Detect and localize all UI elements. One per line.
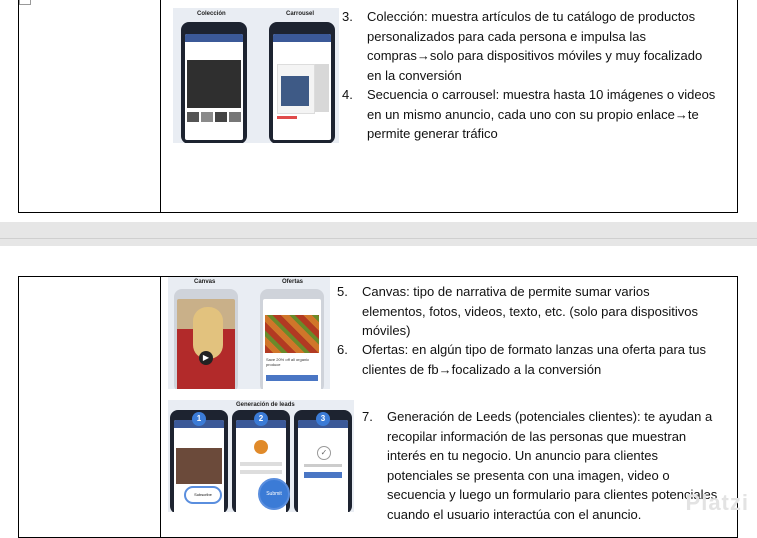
text-line: Colección: muestra artículos de tu catálogo de productos [367,9,696,24]
image-caption-offers: Ofertas [282,279,304,285]
form-field [240,462,282,466]
platzi-watermark: Platzi [685,490,749,515]
page-break [0,222,757,246]
text-line: interés en tu negocio. Un anuncio para clientes [387,448,659,463]
list-number: 4. [342,87,353,102]
text-line: en la conversión [367,67,462,83]
text-line: cuando el usuario interactúa con el anuncio. [387,506,642,522]
phone-screen [298,420,348,512]
product-thumb [187,112,199,122]
confirmation-text [304,464,342,467]
list-item [342,85,732,145]
table-top [18,0,738,213]
ad-photo [176,448,222,484]
form-logo [254,440,268,454]
product-thumb [201,112,213,122]
form-field [240,470,282,474]
image-caption-canvas: Canvas [194,279,216,285]
carousel-card [315,64,329,112]
text-line: Canvas: tipo de narrativa de permite sumar varios [362,284,650,299]
text-line: elementos, fotos, videos, texto, etc. (solo para dispositivos [362,303,699,319]
phone-lead-3 [294,410,352,512]
list-number: 5. [337,284,348,299]
phone-canvas [174,289,238,389]
phone-offers [260,289,324,389]
page-break-line [0,238,757,239]
carousel-card-photo [281,76,309,106]
text-line: Ofertas: en algún tipo de formato lanzas una oferta para tus [362,342,706,357]
image-caption-leads: Generación de leads [236,402,295,408]
text-line: Generación de Leeds (potenciales clientes): te ayudan a [387,409,713,424]
view-website-button [304,472,342,478]
phone-screen [263,299,321,389]
facebook-bar [185,34,243,42]
product-thumb [229,112,241,122]
ad-photo [187,60,241,108]
text-line: compras→solo para dispositivos móviles y muy focalizado [367,48,703,63]
list-text [367,7,702,85]
image-caption-carousel: Carrousel [286,11,315,17]
text-line: clientes de fb→focalizado a la conversión [362,361,602,377]
document-page-top [0,0,757,222]
phone-screen [185,34,243,140]
image-caption-collection: Colección [197,11,226,17]
phone-lead-1 [170,410,228,512]
list-text [362,282,698,341]
list-text [362,340,706,379]
text-line: móviles) [362,323,411,338]
text-line: Secuencia o carrousel: muestra hasta 10 imágenes o videos [367,87,716,102]
lead-generation-image [168,400,354,512]
phone-screen [177,299,235,389]
table-divider [160,277,161,537]
phone-screen [273,34,331,140]
offer-photo [265,315,319,353]
play-icon: ▶ [199,351,213,365]
check-icon: ✓ [317,446,331,460]
text-line: personalizados para cada persona e impulsa las [367,28,646,44]
phone-lead-2 [232,410,290,512]
submit-button: Submit [258,478,290,510]
offer-text: Save 20% off all organic produce [266,357,310,367]
step-badge: 2 [254,412,268,426]
document-page-bottom [0,246,757,531]
list-item [337,282,732,342]
collection-carousel-image [173,8,339,143]
text-line: potenciales se presenta con una imagen, video o [387,467,670,483]
text-line: secuencia y luego un formulario para clientes potenciales [387,487,718,502]
table-divider [160,0,161,212]
list-number: 7. [362,409,373,424]
step-badge: 3 [316,412,330,426]
table-bottom [18,276,738,538]
list-text [387,407,717,524]
text-line: en un mismo anuncio, cada uno con su propio enlace→te [367,106,699,122]
get-offer-button [266,375,318,381]
cta-text [277,116,297,119]
list-item [342,7,732,87]
text-line: permite generar tráfico [367,126,498,141]
product-thumb [215,112,227,122]
list-item [337,340,732,380]
step-badge: 1 [192,412,206,426]
list-item [362,407,734,527]
list-number: 6. [337,342,348,357]
facebook-bar [273,34,331,42]
phone-carousel [269,22,335,143]
canvas-offers-image [168,277,330,389]
text-line: recopilar información de las personas que muestran [387,428,687,444]
list-text [367,85,715,144]
phone-collection [181,22,247,143]
subscribe-button: Subscribe [184,486,222,504]
list-number: 3. [342,9,353,24]
